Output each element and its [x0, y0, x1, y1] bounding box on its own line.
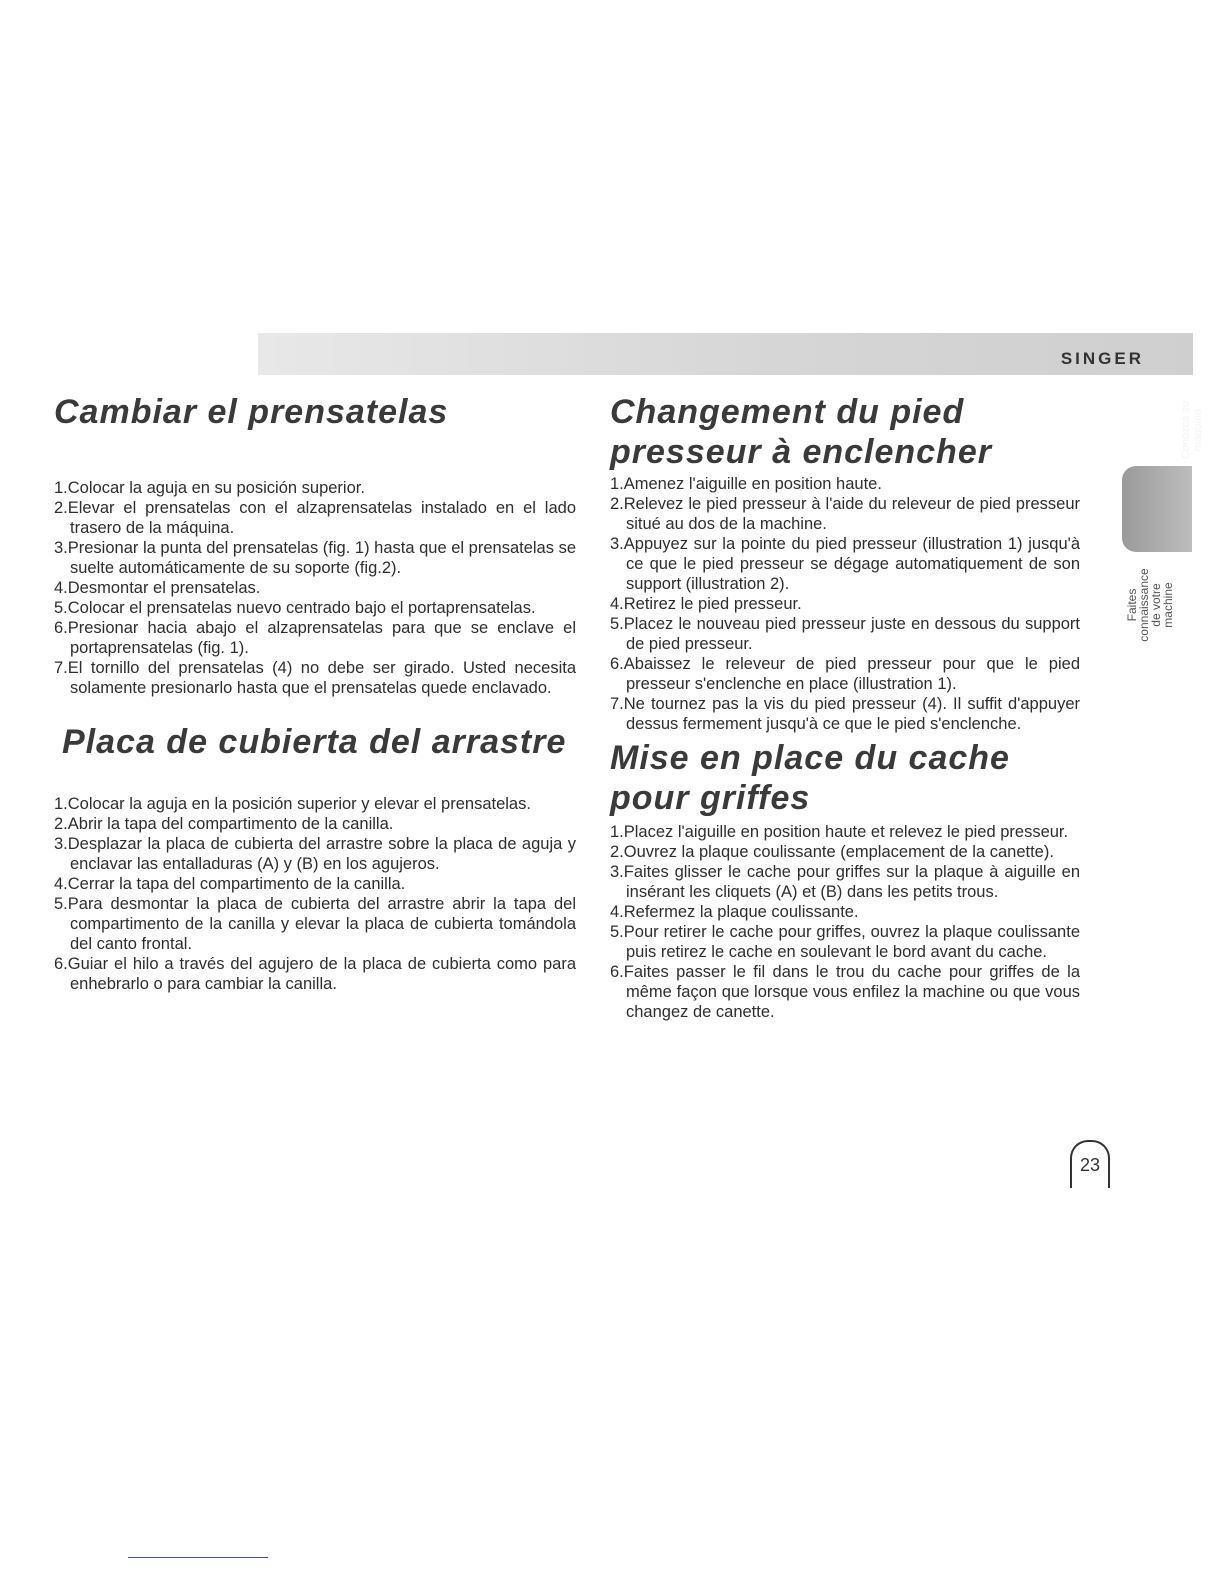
list-item: 4.Cerrar la tapa del compartimento de la canilla.	[54, 875, 406, 893]
list-item: 2.Elevar el prensatelas con el alzaprensatelas instalado en el lado trasero de la máquina.	[54, 499, 576, 537]
footer-link-line	[128, 1557, 268, 1558]
list-item: 3.Faites glisser le cache pour griffes sur la plaque à aiguille en insérant les cliquets (A) et (B) dans les petits trous.	[610, 863, 1080, 901]
list-item: 1.Colocar la aguja en su posición superior.	[54, 479, 365, 497]
side-tab-spanish	[1122, 466, 1192, 552]
list-item: 5.Para desmontar la placa de cubierta del arrastre abrir la tapa del compartimento de la canilla y elevar la placa de cubierta tomándola del canto frontal.	[54, 895, 576, 953]
list-item: 5.Colocar el prensatelas nuevo centrado bajo el portaprensatelas.	[54, 599, 536, 617]
list-item: 6.Presionar hacia abajo el alzaprensatelas para que se enclave el portaprensatelas (fig. 1).	[54, 619, 576, 657]
list-item: 1.Amenez l'aiguille en position haute.	[610, 475, 882, 493]
list-item: 4.Refermez la plaque coulissante.	[610, 903, 859, 921]
list-item: 2.Abrir la tapa del compartimento de la canilla.	[54, 815, 394, 833]
list-item: 3.Presionar la punta del prensatelas (fig. 1) hasta que el prensatelas se suelte automáticamente de su soporte (fig.2).	[54, 539, 576, 577]
section-title-cache-griffes: Mise en place du cache pour griffes	[610, 739, 1010, 817]
side-tab-french-label: Faites connaissance de votre machine	[1125, 568, 1175, 642]
header-band	[258, 333, 1193, 375]
side-tab-spanish-label: Conozca su máquina	[1180, 400, 1204, 460]
list-item: 6.Faites passer le fil dans le trou du cache pour griffes de la même façon que lorsque vous enfilez la machine ou que vous changez de canette.	[610, 963, 1080, 1021]
list-item: 2.Ouvrez la plaque coulissante (emplacement de la canette).	[610, 843, 1054, 861]
section-title-changement-pied: Changement du pied presseur à enclencher	[610, 393, 992, 471]
instructions-list-changement-pied	[610, 474, 1080, 734]
list-item: 4.Desmontar el prensatelas.	[54, 579, 261, 597]
french-column	[610, 392, 1080, 1022]
list-item: 3.Desplazar la placa de cubierta del arrastre sobre la placa de aguja y enclavar las entalladuras (A) y (B) en los agujeros.	[54, 835, 576, 873]
list-item: 7.El tornillo del prensatelas (4) no debe ser girado. Usted necesita solamente presionarlo hasta que el prensatelas quede enclavado.	[54, 659, 576, 697]
list-item: 3.Appuyez sur la pointe du pied presseur (illustration 1) jusqu'à ce que le pied presseur se dégage automatiquement de son support (illustration 2).	[610, 535, 1080, 593]
section-title-cambiar-prensatelas: Cambiar el prensatelas	[54, 393, 449, 431]
instructions-list-cambiar-prensatelas	[54, 478, 576, 698]
list-item: 6.Guiar el hilo a través del agujero de la placa de cubierta como para enhebrarlo o para cambiar la canilla.	[54, 955, 576, 993]
instructions-list-cache-griffes	[610, 822, 1080, 1022]
section-title-placa-cubierta: Placa de cubierta del arrastre	[62, 723, 567, 761]
list-item: 2.Relevez le pied presseur à l'aide du releveur de pied presseur situé au dos de la machine.	[610, 495, 1080, 533]
brand-logo: SINGER	[1060, 349, 1144, 368]
list-item: 1.Colocar la aguja en la posición superior y elevar el prensatelas.	[54, 795, 531, 813]
list-item: 7.Ne tournez pas la vis du pied presseur (4). Il suffit d'appuyer dessus fermement jusqu'à ce que le pied s'enclenche.	[610, 695, 1080, 733]
list-item: 5.Placez le nouveau pied presseur juste en dessous du support de pied presseur.	[610, 615, 1080, 653]
instructions-list-placa-cubierta	[54, 794, 576, 994]
list-item: 1.Placez l'aiguille en position haute et relevez le pied presseur.	[610, 823, 1069, 841]
spanish-column	[54, 392, 576, 994]
page-number: 23	[1070, 1140, 1110, 1188]
list-item: 6.Abaissez le releveur de pied presseur pour que le pied presseur s'enclenche en place (illustration 1).	[610, 655, 1080, 693]
list-item: 5.Pour retirer le cache pour griffes, ouvrez la plaque coulissante puis retirez le cache en soulevant le bord avant du cache.	[610, 923, 1080, 961]
list-item: 4.Retirez le pied presseur.	[610, 595, 802, 613]
